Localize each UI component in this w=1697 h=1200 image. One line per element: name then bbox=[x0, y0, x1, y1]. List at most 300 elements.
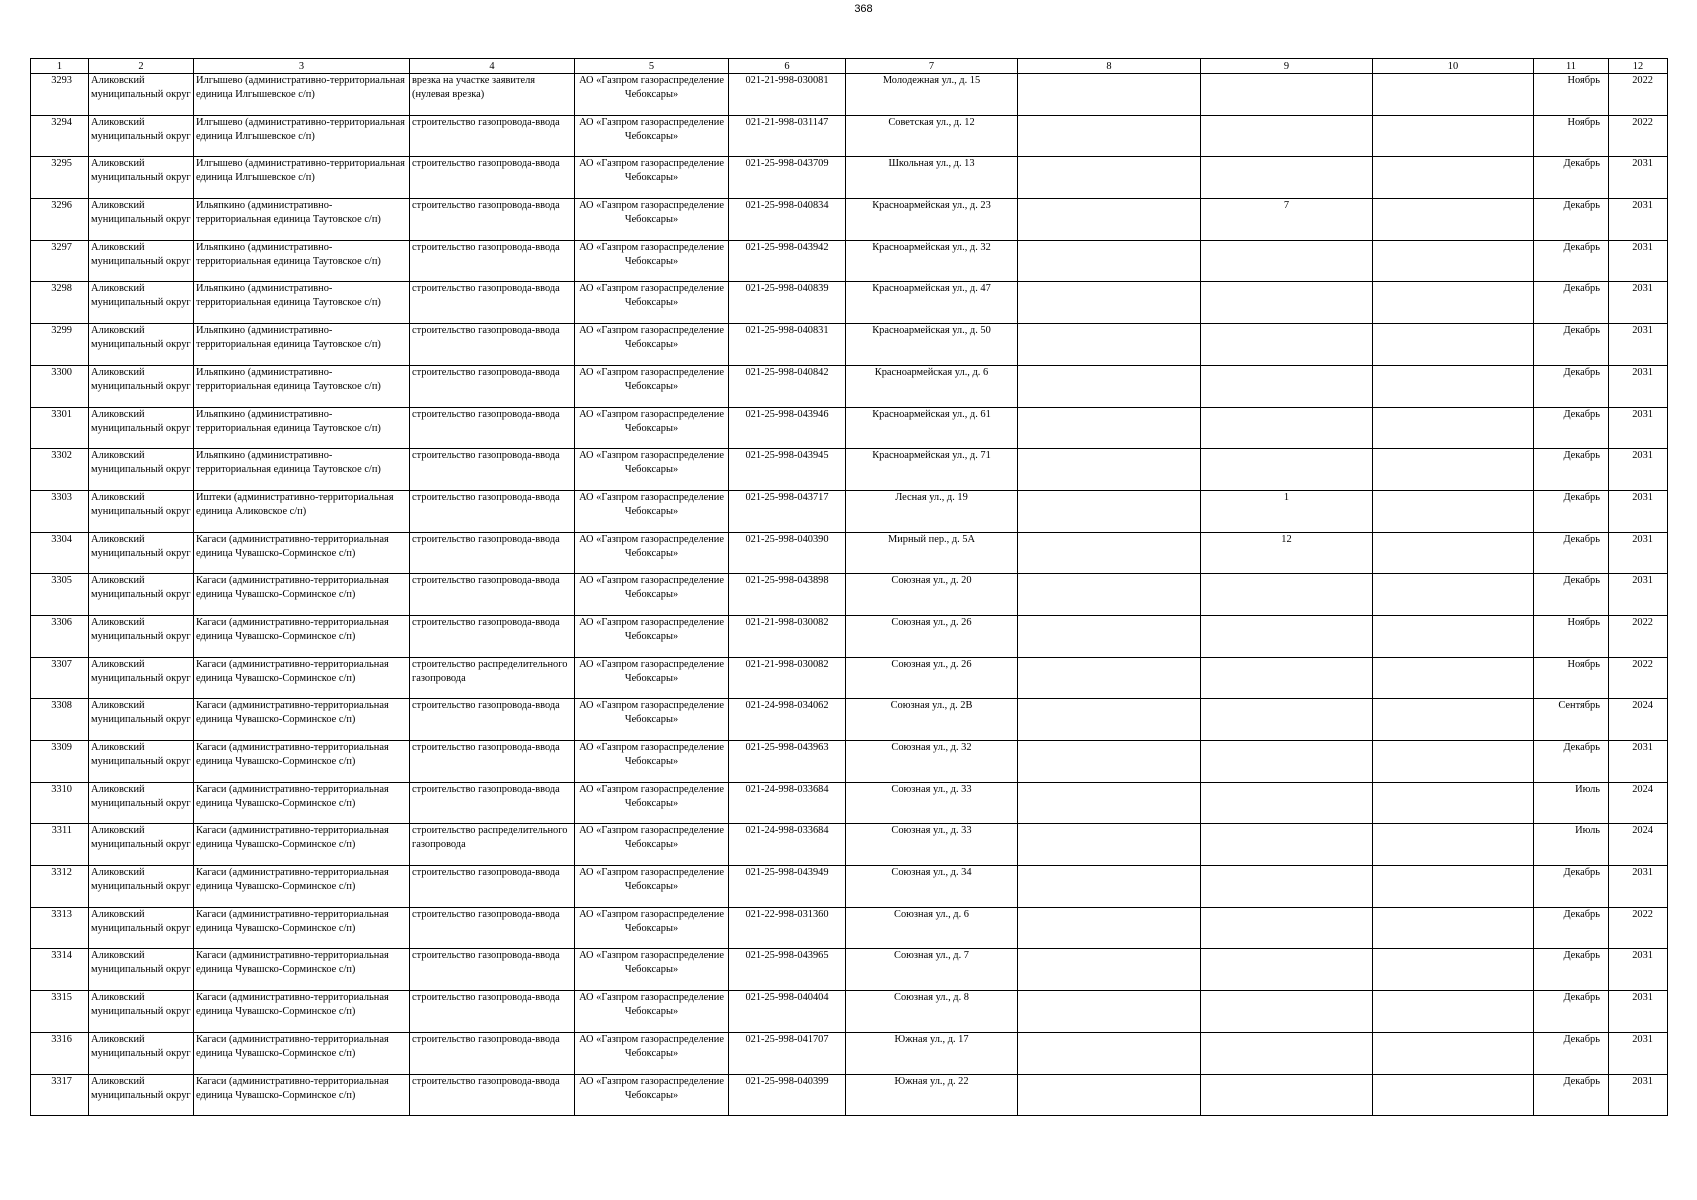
year-cell-text: 2031 bbox=[1632, 867, 1653, 879]
district-cell-text: Аликовский муниципальный округ bbox=[91, 616, 191, 642]
locality-cell-text: Ильяпкино (административно-территориальная единица Таутовское с/п) bbox=[196, 200, 381, 226]
column-8-cell bbox=[1018, 1032, 1201, 1074]
column-10-cell bbox=[1373, 949, 1534, 991]
row-number bbox=[31, 699, 89, 741]
month-cell-text: Декабрь bbox=[1563, 867, 1600, 879]
address-cell-text: Союзная ул., д. 34 bbox=[891, 867, 972, 879]
registry-table bbox=[30, 58, 1668, 1116]
column-8-cell bbox=[1018, 449, 1201, 491]
locality-cell-text: Иштеки (административно-территориальная единица Аликовское с/п) bbox=[196, 491, 394, 517]
organization-cell-text: АО «Газпром газораспределение Чебоксары» bbox=[579, 366, 724, 392]
address-cell bbox=[846, 115, 1018, 157]
year-cell-text: 2031 bbox=[1632, 450, 1653, 462]
district-cell bbox=[89, 782, 194, 824]
locality-cell bbox=[194, 74, 410, 116]
district-cell bbox=[89, 949, 194, 991]
column-9-cell bbox=[1201, 1074, 1373, 1116]
address-cell-text: Красноармейская ул., д. 47 bbox=[872, 283, 991, 295]
district-cell bbox=[89, 741, 194, 783]
organization-cell bbox=[575, 866, 729, 908]
locality-cell-text: Кагаси (административно-территориальная единица Чувашско-Сорминское с/п) bbox=[196, 658, 389, 684]
table-row bbox=[31, 449, 1668, 491]
address-cell-text: Мирный пер., д. 5А bbox=[887, 533, 976, 545]
work-type-cell-text: строительство газопровода-ввода bbox=[412, 283, 560, 295]
code-cell bbox=[729, 240, 846, 282]
year-cell-text: 2031 bbox=[1632, 575, 1653, 587]
work-type-cell bbox=[410, 365, 575, 407]
district-cell bbox=[89, 907, 194, 949]
work-type-cell-text: строительство газопровода-ввода bbox=[412, 867, 560, 879]
address-cell bbox=[846, 907, 1018, 949]
row-number-text: 3307 bbox=[51, 658, 72, 670]
address-cell-text: Красноармейская ул., д. 71 bbox=[872, 450, 991, 462]
year-cell bbox=[1609, 741, 1668, 783]
column-8-cell bbox=[1018, 240, 1201, 282]
district-cell bbox=[89, 866, 194, 908]
column-10-cell bbox=[1373, 240, 1534, 282]
column-9-cell bbox=[1201, 490, 1373, 532]
column-10-cell bbox=[1373, 782, 1534, 824]
month-cell-text: Декабрь bbox=[1563, 200, 1600, 212]
column-9-cell bbox=[1201, 615, 1373, 657]
table-row bbox=[31, 824, 1668, 866]
work-type-cell bbox=[410, 866, 575, 908]
row-number bbox=[31, 1074, 89, 1116]
month-cell-text: Ноябрь bbox=[1567, 616, 1600, 628]
month-cell bbox=[1534, 741, 1609, 783]
column-10-cell bbox=[1373, 407, 1534, 449]
organization-cell bbox=[575, 365, 729, 407]
column-8-cell bbox=[1018, 157, 1201, 199]
district-cell bbox=[89, 574, 194, 616]
month-cell bbox=[1534, 74, 1609, 116]
district-cell-text: Аликовский муниципальный округ bbox=[91, 283, 191, 309]
district-cell-text: Аликовский муниципальный округ bbox=[91, 575, 191, 601]
work-type-cell bbox=[410, 657, 575, 699]
work-type-cell-text: строительство газопровода-ввода bbox=[412, 700, 560, 712]
row-number bbox=[31, 741, 89, 783]
year-cell-text: 2031 bbox=[1632, 491, 1653, 503]
address-cell bbox=[846, 199, 1018, 241]
column-9-cell bbox=[1201, 74, 1373, 116]
code-cell-text: 021-25-998-040831 bbox=[745, 325, 829, 337]
address-cell bbox=[846, 324, 1018, 366]
column-8-cell bbox=[1018, 615, 1201, 657]
column-8-cell bbox=[1018, 74, 1201, 116]
month-cell bbox=[1534, 1032, 1609, 1074]
code-cell bbox=[729, 115, 846, 157]
row-number-text: 3303 bbox=[51, 491, 72, 503]
code-cell-text: 021-24-998-034062 bbox=[745, 700, 829, 712]
locality-cell bbox=[194, 282, 410, 324]
month-cell-text: Декабрь bbox=[1563, 491, 1600, 503]
address-cell bbox=[846, 282, 1018, 324]
column-8-cell bbox=[1018, 365, 1201, 407]
year-cell-text: 2022 bbox=[1632, 616, 1653, 628]
column-header-7: 7 bbox=[846, 59, 1018, 74]
row-number-text: 3296 bbox=[51, 200, 72, 212]
row-number-text: 3316 bbox=[51, 1033, 72, 1045]
row-number-text: 3299 bbox=[51, 325, 72, 337]
column-10-cell bbox=[1373, 741, 1534, 783]
row-number-text: 3314 bbox=[51, 950, 72, 962]
work-type-cell-text: строительство газопровода-ввода bbox=[412, 783, 560, 795]
month-cell-text: Сентябрь bbox=[1558, 700, 1600, 712]
address-cell-text: Союзная ул., д. 20 bbox=[891, 575, 972, 587]
column-10-cell bbox=[1373, 1074, 1534, 1116]
organization-cell-text: АО «Газпром газораспределение Чебоксары» bbox=[579, 867, 724, 893]
table-row bbox=[31, 407, 1668, 449]
row-number bbox=[31, 407, 89, 449]
month-cell-text: Декабрь bbox=[1563, 575, 1600, 587]
year-cell-text: 2031 bbox=[1632, 992, 1653, 1004]
locality-cell-text: Кагаси (административно-территориальная единица Чувашско-Сорминское с/п) bbox=[196, 1075, 389, 1101]
year-cell-text: 2022 bbox=[1632, 658, 1653, 670]
work-type-cell bbox=[410, 199, 575, 241]
month-cell-text: Ноябрь bbox=[1567, 658, 1600, 670]
code-cell-text: 021-21-998-031147 bbox=[745, 116, 829, 128]
work-type-cell bbox=[410, 741, 575, 783]
organization-cell-text: АО «Газпром газораспределение Чебоксары» bbox=[579, 75, 724, 100]
year-cell bbox=[1609, 74, 1668, 116]
work-type-cell bbox=[410, 782, 575, 824]
address-cell-text: Союзная ул., д. 33 bbox=[891, 825, 972, 837]
code-cell bbox=[729, 1074, 846, 1116]
row-number bbox=[31, 907, 89, 949]
year-cell bbox=[1609, 824, 1668, 866]
district-cell bbox=[89, 449, 194, 491]
year-cell bbox=[1609, 157, 1668, 199]
work-type-cell bbox=[410, 991, 575, 1033]
table-row bbox=[31, 615, 1668, 657]
row-number bbox=[31, 240, 89, 282]
column-8-cell bbox=[1018, 866, 1201, 908]
column-8-cell bbox=[1018, 115, 1201, 157]
address-cell-text: Союзная ул., д. 8 bbox=[894, 992, 969, 1004]
column-8-cell bbox=[1018, 782, 1201, 824]
organization-cell bbox=[575, 240, 729, 282]
month-cell-text: Ноябрь bbox=[1567, 75, 1600, 86]
organization-cell-text: АО «Газпром газораспределение Чебоксары» bbox=[579, 533, 724, 559]
locality-cell-text: Ильяпкино (административно-территориальная единица Таутовское с/п) bbox=[196, 408, 381, 434]
organization-cell-text: АО «Газпром газораспределение Чебоксары» bbox=[579, 1033, 724, 1059]
address-cell bbox=[846, 824, 1018, 866]
year-cell-text: 2022 bbox=[1632, 75, 1653, 86]
column-10-cell bbox=[1373, 449, 1534, 491]
month-cell-text: Декабрь bbox=[1563, 1033, 1600, 1045]
organization-cell bbox=[575, 824, 729, 866]
code-cell bbox=[729, 615, 846, 657]
year-cell bbox=[1609, 240, 1668, 282]
table-row bbox=[31, 74, 1668, 116]
code-cell-text: 021-25-998-043965 bbox=[745, 950, 829, 962]
code-cell bbox=[729, 449, 846, 491]
row-number bbox=[31, 324, 89, 366]
month-cell bbox=[1534, 1074, 1609, 1116]
district-cell bbox=[89, 324, 194, 366]
code-cell-text: 021-25-998-043898 bbox=[745, 575, 829, 587]
address-cell bbox=[846, 240, 1018, 282]
work-type-cell-text: строительство газопровода-ввода bbox=[412, 408, 560, 420]
year-cell bbox=[1609, 490, 1668, 532]
district-cell bbox=[89, 115, 194, 157]
locality-cell bbox=[194, 657, 410, 699]
address-cell-text: Советская ул., д. 12 bbox=[888, 116, 975, 128]
code-cell-text: 021-25-998-040842 bbox=[745, 366, 829, 378]
year-cell bbox=[1609, 907, 1668, 949]
work-type-cell-text: строительство газопровода-ввода bbox=[412, 158, 560, 170]
month-cell bbox=[1534, 907, 1609, 949]
column-header-6: 6 bbox=[729, 59, 846, 74]
code-cell-text: 021-25-998-043963 bbox=[745, 742, 829, 753]
organization-cell bbox=[575, 282, 729, 324]
year-cell-text: 2022 bbox=[1632, 908, 1653, 920]
code-cell-text: 021-24-998-033684 bbox=[745, 825, 829, 837]
work-type-cell bbox=[410, 615, 575, 657]
year-cell bbox=[1609, 866, 1668, 908]
address-cell-text: Союзная ул., д. 26 bbox=[891, 658, 972, 670]
address-cell-text: Красноармейская ул., д. 61 bbox=[872, 408, 991, 420]
district-cell bbox=[89, 1074, 194, 1116]
column-9-cell bbox=[1201, 199, 1373, 241]
year-cell bbox=[1609, 407, 1668, 449]
work-type-cell-text: строительство газопровода-ввода bbox=[412, 575, 560, 587]
organization-cell-text: АО «Газпром газораспределение Чебоксары» bbox=[579, 241, 724, 267]
address-cell bbox=[846, 74, 1018, 116]
year-cell-text: 2031 bbox=[1632, 533, 1653, 545]
row-number-text: 3297 bbox=[51, 241, 72, 253]
organization-cell bbox=[575, 199, 729, 241]
year-cell bbox=[1609, 991, 1668, 1033]
column-10-cell bbox=[1373, 282, 1534, 324]
organization-cell bbox=[575, 1032, 729, 1074]
organization-cell bbox=[575, 74, 729, 116]
work-type-cell-text: строительство газопровода-ввода bbox=[412, 1033, 560, 1045]
month-cell bbox=[1534, 949, 1609, 991]
locality-cell-text: Илгышево (административно-территориальная единица Илгышевское с/п) bbox=[196, 158, 405, 184]
address-cell-text: Молодежная ул., д. 15 bbox=[882, 75, 981, 86]
locality-cell bbox=[194, 1074, 410, 1116]
year-cell bbox=[1609, 699, 1668, 741]
column-8-cell bbox=[1018, 699, 1201, 741]
code-cell bbox=[729, 782, 846, 824]
page-number: 368 bbox=[854, 3, 873, 15]
row-number bbox=[31, 1032, 89, 1074]
locality-cell-text: Ильяпкино (административно-территориальная единица Таутовское с/п) bbox=[196, 283, 381, 309]
locality-cell bbox=[194, 1032, 410, 1074]
locality-cell-text: Кагаси (административно-территориальная единица Чувашско-Сорминское с/п) bbox=[196, 867, 389, 893]
organization-cell-text: АО «Газпром газораспределение Чебоксары» bbox=[579, 450, 724, 476]
address-cell-text: Союзная ул., д. 6 bbox=[894, 908, 969, 920]
month-cell bbox=[1534, 365, 1609, 407]
address-cell-text: Лесная ул., д. 19 bbox=[895, 491, 968, 503]
locality-cell bbox=[194, 699, 410, 741]
work-type-cell-text: строительство газопровода-ввода bbox=[412, 742, 560, 753]
column-8-cell bbox=[1018, 949, 1201, 991]
organization-cell bbox=[575, 782, 729, 824]
row-number bbox=[31, 282, 89, 324]
organization-cell bbox=[575, 741, 729, 783]
work-type-cell-text: строительство газопровода-ввода bbox=[412, 1075, 560, 1087]
table-row bbox=[31, 1032, 1668, 1074]
code-cell-text: 021-25-998-043942 bbox=[745, 241, 829, 253]
row-number bbox=[31, 991, 89, 1033]
address-cell-text: Красноармейская ул., д. 23 bbox=[872, 200, 991, 212]
row-number bbox=[31, 157, 89, 199]
locality-cell-text: Кагаси (административно-территориальная единица Чувашско-Сорминское с/п) bbox=[196, 616, 389, 642]
table-row bbox=[31, 699, 1668, 741]
code-cell-text: 021-25-998-043945 bbox=[745, 450, 829, 462]
district-cell-text: Аликовский муниципальный округ bbox=[91, 783, 191, 809]
row-number-text: 3311 bbox=[51, 825, 72, 837]
district-cell bbox=[89, 199, 194, 241]
column-8-cell bbox=[1018, 741, 1201, 783]
organization-cell-text: АО «Газпром газораспределение Чебоксары» bbox=[579, 491, 724, 517]
year-cell-text: 2031 bbox=[1632, 1075, 1653, 1087]
code-cell-text: 021-24-998-033684 bbox=[745, 783, 829, 795]
table-row bbox=[31, 991, 1668, 1033]
work-type-cell bbox=[410, 824, 575, 866]
address-cell-text: Союзная ул., д. 7 bbox=[894, 950, 969, 962]
row-number bbox=[31, 866, 89, 908]
code-cell bbox=[729, 407, 846, 449]
row-number-text: 3305 bbox=[51, 575, 72, 587]
organization-cell-text: АО «Газпром газораспределение Чебоксары» bbox=[579, 825, 724, 851]
district-cell bbox=[89, 74, 194, 116]
column-header-4: 4 bbox=[410, 59, 575, 74]
address-cell bbox=[846, 1074, 1018, 1116]
work-type-cell-text: врезка на участке заявителя (нулевая врезка) bbox=[412, 75, 536, 100]
year-cell-text: 2024 bbox=[1632, 825, 1653, 837]
month-cell-text: Декабрь bbox=[1563, 908, 1600, 920]
locality-cell bbox=[194, 324, 410, 366]
column-9-cell bbox=[1201, 782, 1373, 824]
year-cell-text: 2031 bbox=[1632, 283, 1653, 295]
district-cell-text: Аликовский муниципальный округ bbox=[91, 533, 191, 559]
year-cell-text: 2031 bbox=[1632, 742, 1653, 753]
address-cell bbox=[846, 741, 1018, 783]
organization-cell-text: АО «Газпром газораспределение Чебоксары» bbox=[579, 950, 724, 976]
district-cell-text: Аликовский муниципальный округ bbox=[91, 950, 191, 976]
column-9-cell bbox=[1201, 574, 1373, 616]
column-9-cell bbox=[1201, 324, 1373, 366]
table-row bbox=[31, 199, 1668, 241]
address-cell-text: Южная ул., д. 22 bbox=[894, 1075, 969, 1087]
month-cell-text: Июль bbox=[1575, 825, 1600, 837]
row-number-text: 3315 bbox=[51, 992, 72, 1004]
column-10-cell bbox=[1373, 699, 1534, 741]
column-10-cell bbox=[1373, 490, 1534, 532]
organization-cell-text: АО «Газпром газораспределение Чебоксары» bbox=[579, 742, 724, 767]
row-number-text: 3306 bbox=[51, 616, 72, 628]
district-cell-text: Аликовский муниципальный округ bbox=[91, 1033, 191, 1059]
table-row bbox=[31, 324, 1668, 366]
month-cell-text: Декабрь bbox=[1563, 241, 1600, 253]
address-cell-text: Красноармейская ул., д. 32 bbox=[872, 241, 991, 253]
month-cell bbox=[1534, 824, 1609, 866]
locality-cell bbox=[194, 199, 410, 241]
locality-cell bbox=[194, 365, 410, 407]
code-cell-text: 021-25-998-040399 bbox=[745, 1075, 829, 1087]
month-cell bbox=[1534, 615, 1609, 657]
code-cell-text: 021-25-998-040390 bbox=[745, 533, 829, 545]
district-cell bbox=[89, 407, 194, 449]
district-cell bbox=[89, 699, 194, 741]
locality-cell-text: Кагаси (административно-территориальная единица Чувашско-Сорминское с/п) bbox=[196, 1033, 389, 1059]
month-cell bbox=[1534, 490, 1609, 532]
organization-cell-text: АО «Газпром газораспределение Чебоксары» bbox=[579, 116, 724, 142]
row-number-text: 3310 bbox=[51, 783, 72, 795]
column-10-cell bbox=[1373, 866, 1534, 908]
year-cell-text: 2031 bbox=[1632, 408, 1653, 420]
work-type-cell-text: строительство газопровода-ввода bbox=[412, 325, 560, 337]
month-cell bbox=[1534, 199, 1609, 241]
column-9-cell-text: 12 bbox=[1281, 533, 1292, 545]
year-cell bbox=[1609, 949, 1668, 991]
district-cell-text: Аликовский муниципальный округ bbox=[91, 241, 191, 267]
column-10-cell bbox=[1373, 907, 1534, 949]
locality-cell-text: Кагаси (административно-территориальная единица Чувашско-Сорминское с/п) bbox=[196, 992, 389, 1018]
district-cell-text: Аликовский муниципальный округ bbox=[91, 908, 191, 934]
row-number-text: 3294 bbox=[51, 116, 72, 128]
address-cell-text: Красноармейская ул., д. 50 bbox=[872, 325, 991, 337]
row-number-text: 3301 bbox=[51, 408, 72, 420]
column-10-cell bbox=[1373, 365, 1534, 407]
code-cell-text: 021-21-998-030082 bbox=[745, 616, 829, 628]
code-cell-text: 021-25-998-041707 bbox=[745, 1033, 829, 1045]
organization-cell-text: АО «Газпром газораспределение Чебоксары» bbox=[579, 200, 724, 226]
code-cell-text: 021-22-998-031360 bbox=[745, 908, 829, 920]
column-10-cell bbox=[1373, 74, 1534, 116]
code-cell-text: 021-25-998-040404 bbox=[745, 992, 829, 1004]
work-type-cell bbox=[410, 574, 575, 616]
work-type-cell bbox=[410, 240, 575, 282]
district-cell-text: Аликовский муниципальный округ bbox=[91, 325, 191, 351]
month-cell-text: Ноябрь bbox=[1567, 116, 1600, 128]
address-cell bbox=[846, 782, 1018, 824]
locality-cell-text: Кагаси (административно-территориальная единица Чувашско-Сорминское с/п) bbox=[196, 700, 389, 726]
column-9-cell bbox=[1201, 991, 1373, 1033]
column-8-cell bbox=[1018, 490, 1201, 532]
month-cell-text: Декабрь bbox=[1563, 158, 1600, 170]
work-type-cell-text: строительство газопровода-ввода bbox=[412, 908, 560, 920]
column-9-cell bbox=[1201, 824, 1373, 866]
organization-cell-text: АО «Газпром газораспределение Чебоксары» bbox=[579, 700, 724, 726]
month-cell bbox=[1534, 449, 1609, 491]
address-cell-text: Союзная ул., д. 2В bbox=[890, 700, 973, 712]
work-type-cell bbox=[410, 115, 575, 157]
work-type-cell-text: строительство газопровода-ввода bbox=[412, 200, 560, 212]
district-cell bbox=[89, 240, 194, 282]
row-number-text: 3295 bbox=[51, 158, 72, 170]
column-10-cell bbox=[1373, 157, 1534, 199]
organization-cell bbox=[575, 449, 729, 491]
locality-cell-text: Кагаси (административно-территориальная единица Чувашско-Сорминское с/п) bbox=[196, 742, 389, 767]
district-cell-text: Аликовский муниципальный округ bbox=[91, 825, 191, 851]
organization-cell-text: АО «Газпром газораспределение Чебоксары» bbox=[579, 575, 724, 601]
address-cell-text: Союзная ул., д. 32 bbox=[891, 742, 972, 753]
column-8-cell bbox=[1018, 324, 1201, 366]
code-cell bbox=[729, 157, 846, 199]
year-cell bbox=[1609, 1074, 1668, 1116]
table-row bbox=[31, 365, 1668, 407]
table-row bbox=[31, 741, 1668, 783]
code-cell bbox=[729, 365, 846, 407]
locality-cell bbox=[194, 490, 410, 532]
row-number bbox=[31, 490, 89, 532]
organization-cell-text: АО «Газпром газораспределение Чебоксары» bbox=[579, 325, 724, 351]
column-10-cell bbox=[1373, 532, 1534, 574]
